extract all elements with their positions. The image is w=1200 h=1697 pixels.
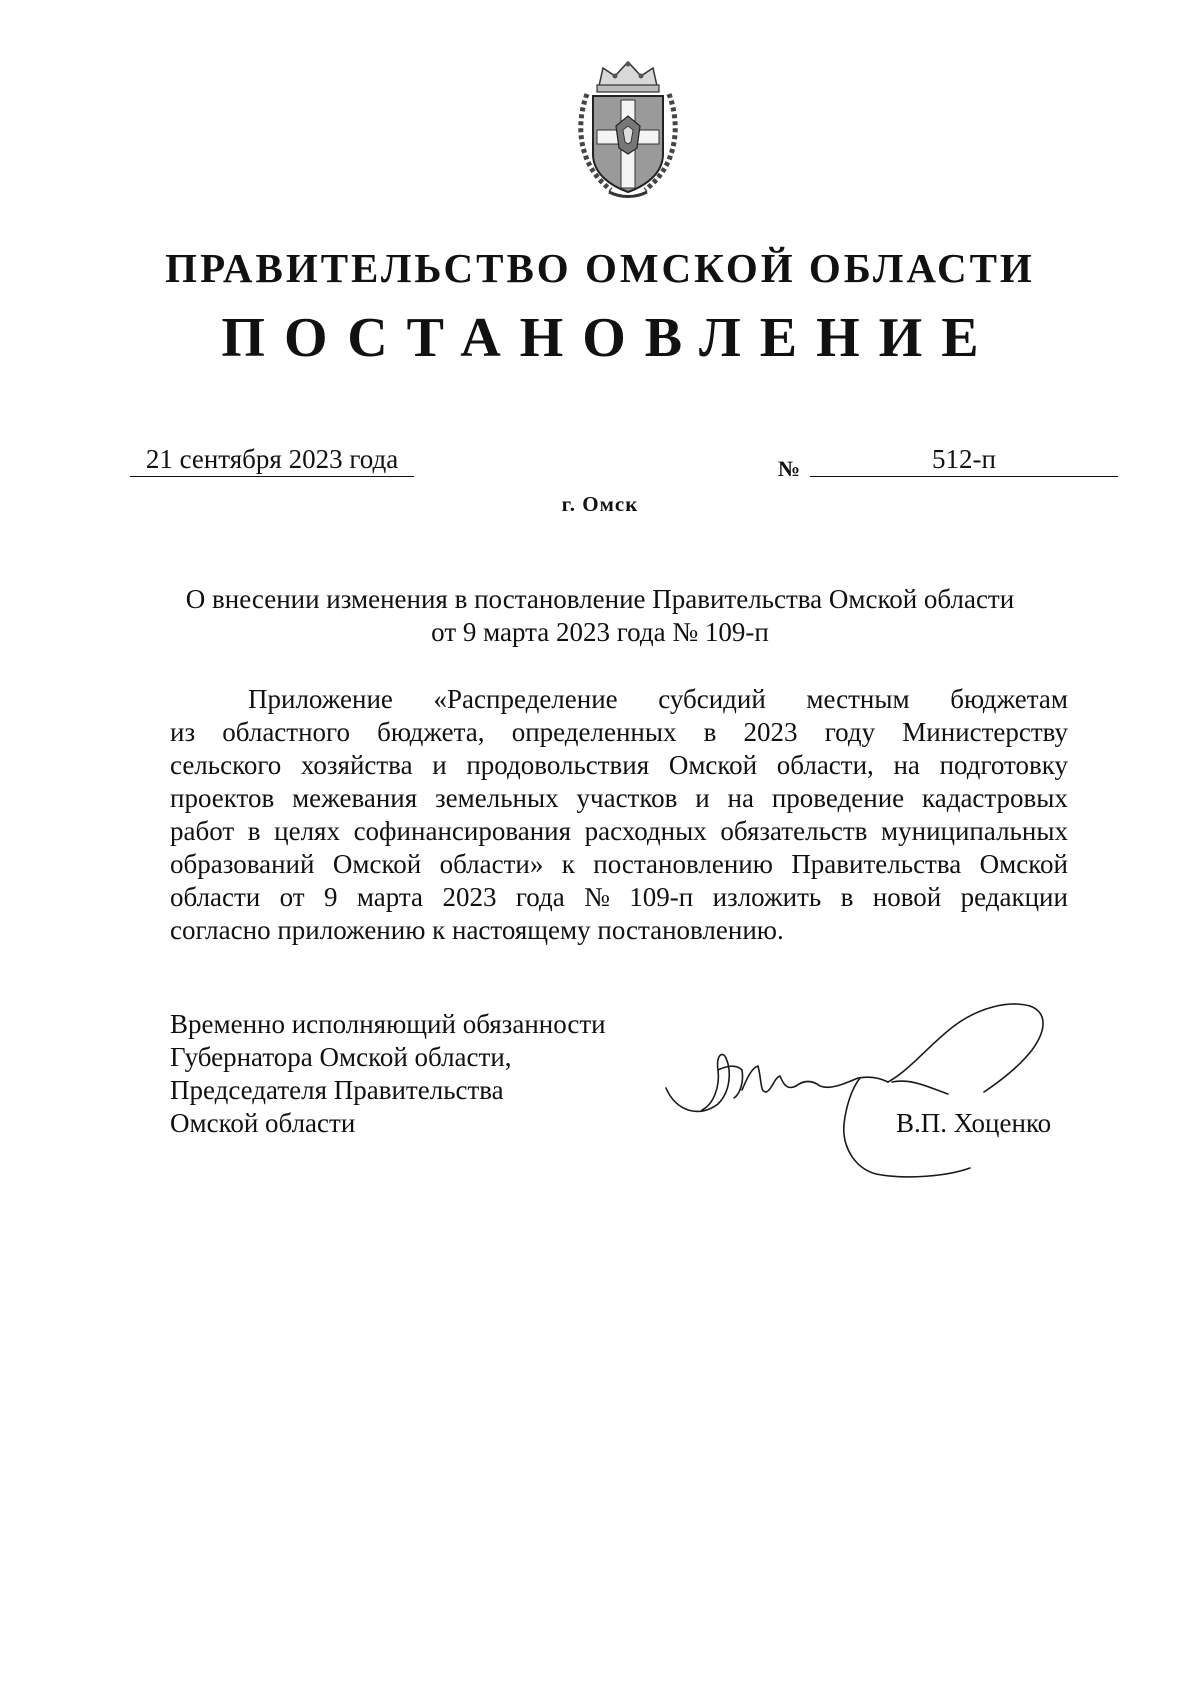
signatory-position [170, 1008, 606, 1140]
body-line [170, 749, 1068, 782]
body-word: новой [872, 882, 942, 912]
body-word: 9 [324, 882, 338, 912]
body-word: 109-п [629, 882, 694, 912]
body-word: Министерству [902, 717, 1068, 747]
body-word: области» [439, 849, 544, 879]
position-line: Председателя Правительства [170, 1075, 504, 1105]
body-word: проведение [771, 783, 905, 813]
body-word: году [824, 717, 876, 747]
body-word: изложить [712, 882, 822, 912]
body-word: постановлению [593, 849, 773, 879]
body-word: участков [576, 783, 678, 813]
body-word: расходных [584, 816, 707, 846]
position-line: Губернатора Омской области, [170, 1042, 512, 1072]
body-word: работ [170, 816, 235, 846]
body-word: определенных [511, 717, 677, 747]
body-line [170, 716, 1068, 749]
body-word: подготовку [939, 750, 1068, 780]
subject-line: О внесении изменения в постановление Правительства Омской области [185, 584, 1015, 614]
body-word: Омской [332, 849, 422, 879]
body-word: земельных [435, 783, 559, 813]
document-city: г. Омск [561, 492, 639, 516]
body-word: целях [274, 816, 340, 846]
body-word: «Распределение [433, 684, 618, 714]
body-word: года [515, 882, 565, 912]
body-word: субсидий [658, 684, 766, 714]
body-word: муниципальных [881, 816, 1068, 846]
body-word: бюджетам [950, 684, 1068, 714]
body-word: марта [356, 882, 424, 912]
document-subject [0, 583, 1200, 649]
body-word: продовольствия [466, 750, 650, 780]
body-word: на [727, 783, 754, 813]
document-date: 21 сентября 2023 года [130, 442, 414, 477]
body-line [170, 782, 1068, 815]
body-word: из [170, 717, 196, 747]
coat-of-arms-icon [571, 56, 685, 200]
body-word: области [170, 882, 261, 912]
signer-name: В.П. Хоценко [896, 1108, 1052, 1138]
body-word: в [840, 882, 854, 912]
body-word: в [703, 717, 717, 747]
body-word: проектов [170, 783, 275, 813]
body-word: межевания [292, 783, 418, 813]
body-word: софинансирования [353, 816, 572, 846]
position-line: Омской области [170, 1108, 356, 1138]
document-body [170, 683, 1068, 947]
number-sign: № [778, 456, 801, 481]
body-word: областного [222, 717, 350, 747]
subject-line: от 9 марта 2023 года № 109-п [431, 617, 769, 647]
body-word: к [561, 849, 575, 879]
body-word: местным [806, 684, 910, 714]
position-line: Временно исполняющий обязанности [170, 1009, 606, 1039]
body-word: хозяйства [300, 750, 413, 780]
body-word: Омской [668, 750, 758, 780]
body-word: в [247, 816, 261, 846]
handwritten-signature-icon [648, 986, 1068, 1186]
body-word: и [432, 750, 447, 780]
body-word: и [695, 783, 710, 813]
body-word: редакции [960, 882, 1068, 912]
body-word: Омской [979, 849, 1068, 879]
body-word: согласно приложению к настоящему постановлению. [170, 915, 784, 945]
document-type: ПОСТАНОВЛЕНИЕ [221, 307, 998, 369]
body-word: 2023 [743, 717, 798, 747]
body-word: Правительства [791, 849, 962, 879]
body-line [170, 815, 1068, 848]
body-word: образований [170, 849, 315, 879]
body-word: бюджета, [377, 717, 485, 747]
body-word: № [584, 882, 610, 912]
body-line [170, 881, 1068, 914]
body-line [170, 914, 1068, 947]
government-title: ПРАВИТЕЛЬСТВО ОМСКОЙ ОБЛАСТИ [165, 245, 1035, 291]
document-number: 512-п [810, 442, 1118, 477]
body-word: от [279, 882, 305, 912]
body-word: кадастровых [922, 783, 1068, 813]
body-line [170, 683, 1068, 716]
body-word: 2023 [442, 882, 497, 912]
body-word: обязательств [720, 816, 868, 846]
body-word: на [893, 750, 920, 780]
body-word: области, [776, 750, 874, 780]
body-word: Приложение [248, 684, 393, 714]
body-word: сельского [170, 750, 282, 780]
body-line [170, 848, 1068, 881]
